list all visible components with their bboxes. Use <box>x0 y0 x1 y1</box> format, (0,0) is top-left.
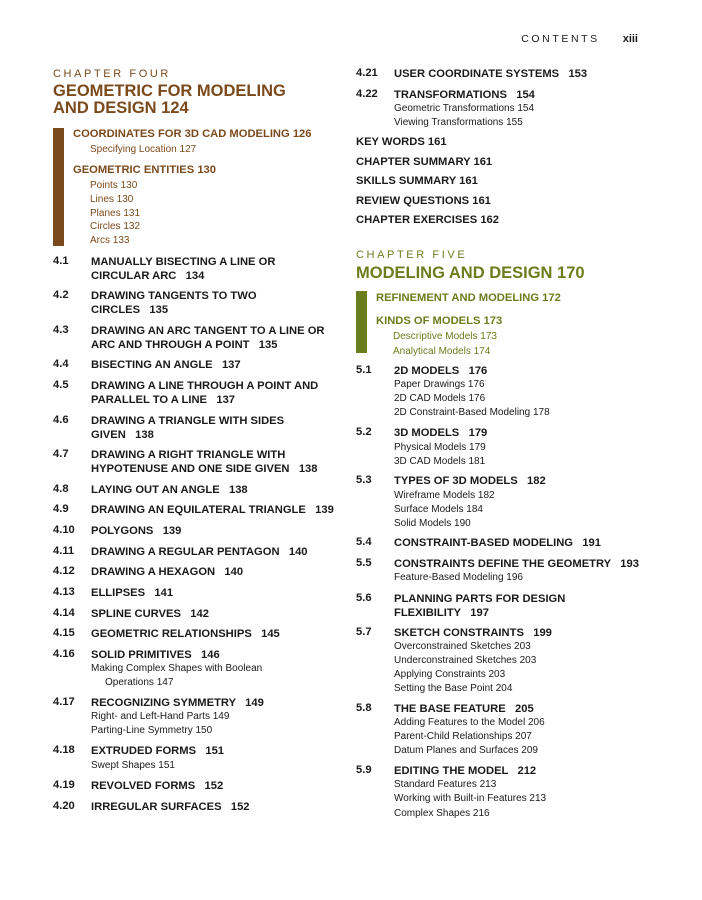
box-subsection: Specifying Location 127 <box>90 144 197 155</box>
entry-number: 4.20 <box>53 800 75 812</box>
entry-subsection: 2D CAD Models 176 <box>394 393 486 404</box>
running-head <box>521 33 638 45</box>
entry-subsection: Physical Models 179 <box>394 442 486 453</box>
entry-subsection: Geometric Transformations 154 <box>394 103 535 114</box>
entry-number: 4.15 <box>53 627 75 639</box>
entry-subsection: Overconstrained Sketches 203 <box>394 641 531 652</box>
entry-title: TRANSFORMATIONS 154 <box>394 89 535 101</box>
entry-number: 4.12 <box>53 565 75 577</box>
entry-title: DRAWING A RIGHT TRIANGLE WITH HYPOTENUSE AND ONE SIDE GIVEN 138 <box>91 449 318 475</box>
entry-number: 4.2 <box>53 289 69 301</box>
entry-subsection: Feature-Based Modeling 196 <box>394 572 523 583</box>
box-section-heading: REFINEMENT AND MODELING 172 <box>376 292 561 304</box>
entry-subsection: Parent-Child Relationships 207 <box>394 731 532 742</box>
entry-title: EXTRUDED FORMS 151 <box>91 745 225 757</box>
entry-title: EDITING THE MODEL 212 <box>394 765 537 777</box>
entry-number: 4.1 <box>53 255 69 267</box>
entry-title: DRAWING AN ARC TANGENT TO A LINE OR ARC AND THROUGH A POINT 135 <box>91 325 325 351</box>
entry-number: 4.6 <box>53 414 69 426</box>
chapter-four-label: CHAPTER FOUR <box>53 68 171 80</box>
entry-title: ELLIPSES 141 <box>91 587 174 599</box>
entry-subsection: 3D CAD Models 181 <box>394 456 486 467</box>
chapter-five-accent-bar <box>356 291 367 353</box>
entry-number: 4.19 <box>53 779 75 791</box>
entry-subsection: Working with Built-in Features 213 <box>394 793 547 804</box>
entry-title: 2D MODELS 176 <box>394 365 488 377</box>
entry-subsection: Adding Features to the Model 206 <box>394 717 545 728</box>
entry-title: USER COORDINATE SYSTEMS 153 <box>394 68 588 80</box>
entry-number: 4.21 <box>356 67 378 79</box>
entry-number: 5.4 <box>356 536 372 548</box>
entry-number: 5.7 <box>356 626 372 638</box>
entry-subsection: Right- and Left-Hand Parts 149 <box>91 711 230 722</box>
entry-number: 4.3 <box>53 324 69 336</box>
entry-title: 3D MODELS 179 <box>394 427 488 439</box>
entry-number: 4.14 <box>53 607 75 619</box>
entry-number: 4.4 <box>53 358 69 370</box>
entry-title: DRAWING TANGENTS TO TWO CIRCLES 135 <box>91 290 257 316</box>
entry-subsection: Complex Shapes 216 <box>394 808 490 819</box>
entry-title: LAYING OUT AN ANGLE 138 <box>91 484 248 496</box>
entry-number: 4.10 <box>53 524 75 536</box>
entry-title: THE BASE FEATURE 205 <box>394 703 534 715</box>
entry-number: 4.11 <box>53 545 75 557</box>
entry-title: SKETCH CONSTRAINTS 199 <box>394 627 552 639</box>
entry-subsection: Making Complex Shapes with Boolean <box>91 663 263 674</box>
backmatter-item: REVIEW QUESTIONS 161 <box>356 195 491 207</box>
entry-subsection: Standard Features 213 <box>394 779 497 790</box>
entry-number: 5.8 <box>356 702 372 714</box>
box-subsection: Points 130 <box>90 180 138 191</box>
box-subsection: Descriptive Models 173 <box>393 331 497 342</box>
entry-title: TYPES OF 3D MODELS 182 <box>394 475 546 487</box>
entry-title: BISECTING AN ANGLE 137 <box>91 359 241 371</box>
backmatter-item: CHAPTER SUMMARY 161 <box>356 156 493 168</box>
entry-number: 4.9 <box>53 503 69 515</box>
entry-number: 4.16 <box>53 648 75 660</box>
entry-title: DRAWING A TRIANGLE WITH SIDES GIVEN 138 <box>91 415 285 441</box>
chapter-four-title-line2: AND DESIGN 124 <box>53 99 189 117</box>
entry-title: DRAWING A HEXAGON 140 <box>91 566 244 578</box>
entry-number: 4.5 <box>53 379 69 391</box>
entry-title: SPLINE CURVES 142 <box>91 608 209 620</box>
entry-title: IRREGULAR SURFACES 152 <box>91 801 250 813</box>
entry-title: CONSTRAINT-BASED MODELING 191 <box>394 537 601 549</box>
box-subsection: Arcs 133 <box>90 235 130 246</box>
entry-number: 4.13 <box>53 586 75 598</box>
box-subsection: Analytical Models 174 <box>393 346 491 357</box>
entry-subsection: Datum Planes and Surfaces 209 <box>394 745 538 756</box>
entry-subsection: Viewing Transformations 155 <box>394 117 523 128</box>
entry-title: CONSTRAINTS DEFINE THE GEOMETRY 193 <box>394 558 639 570</box>
entry-title: MANUALLY BISECTING A LINE OR CIRCULAR ARC 134 <box>91 256 276 282</box>
entry-title: DRAWING A LINE THROUGH A POINT AND PARALLEL TO A LINE 137 <box>91 380 319 406</box>
entry-title: DRAWING AN EQUILATERAL TRIANGLE 139 <box>91 504 334 516</box>
chapter-four-title-line1: GEOMETRIC FOR MODELING <box>53 82 286 100</box>
entry-title: POLYGONS 139 <box>91 525 182 537</box>
entry-subsection: Underconstrained Sketches 203 <box>394 655 537 666</box>
entry-subsection: Swept Shapes 151 <box>91 760 175 771</box>
entry-number: 5.2 <box>356 426 372 438</box>
entry-subsection: Wireframe Models 182 <box>394 490 495 501</box>
backmatter-item: KEY WORDS 161 <box>356 136 447 148</box>
entry-title: REVOLVED FORMS 152 <box>91 780 224 792</box>
chapter-five-title: MODELING AND DESIGN 170 <box>356 264 585 282</box>
entry-number: 4.7 <box>53 448 69 460</box>
entry-number: 5.6 <box>356 592 372 604</box>
entry-subsection: Solid Models 190 <box>394 518 471 529</box>
entry-number: 4.22 <box>356 88 378 100</box>
box-subsection: Planes 131 <box>90 208 141 219</box>
box-subsection: Circles 132 <box>90 221 141 232</box>
entry-subsection: Applying Constraints 203 <box>394 669 506 680</box>
entry-title: SOLID PRIMITIVES 146 <box>91 649 220 661</box>
entry-title: GEOMETRIC RELATIONSHIPS 145 <box>91 628 280 640</box>
box-section-heading: KINDS OF MODELS 173 <box>376 315 503 327</box>
backmatter-item: CHAPTER EXERCISES 162 <box>356 214 499 226</box>
entry-subsection: Paper Drawings 176 <box>394 379 485 390</box>
chapter-four-accent-bar <box>53 128 64 246</box>
entry-number: 5.1 <box>356 364 372 376</box>
box-section-heading: GEOMETRIC ENTITIES 130 <box>73 164 216 176</box>
entry-number: 4.17 <box>53 696 75 708</box>
entry-number: 5.5 <box>356 557 372 569</box>
entry-title: PLANNING PARTS FOR DESIGN FLEXIBILITY 197 <box>394 593 566 619</box>
backmatter-item: SKILLS SUMMARY 161 <box>356 175 478 187</box>
entry-title: DRAWING A REGULAR PENTAGON 140 <box>91 546 308 558</box>
entry-number: 4.8 <box>53 483 69 495</box>
entry-subsection: Surface Models 184 <box>394 504 483 515</box>
entry-number: 5.9 <box>356 764 372 776</box>
entry-number: 4.18 <box>53 744 75 756</box>
entry-subsection: Parting-Line Symmetry 150 <box>91 725 213 736</box>
entry-subsection: Setting the Base Point 204 <box>394 683 513 694</box>
page-number: xiii <box>622 33 638 45</box>
running-head-title: CONTENTS <box>521 33 600 45</box>
chapter-five-label: CHAPTER FIVE <box>356 249 468 261</box>
entry-title: RECOGNIZING SYMMETRY 149 <box>91 697 264 709</box>
box-section-heading: COORDINATES FOR 3D CAD MODELING 126 <box>73 128 312 140</box>
entry-subsection: Operations 147 <box>105 677 174 688</box>
entry-subsection: 2D Constraint-Based Modeling 178 <box>394 407 550 418</box>
box-subsection: Lines 130 <box>90 194 134 205</box>
entry-number: 5.3 <box>356 474 372 486</box>
